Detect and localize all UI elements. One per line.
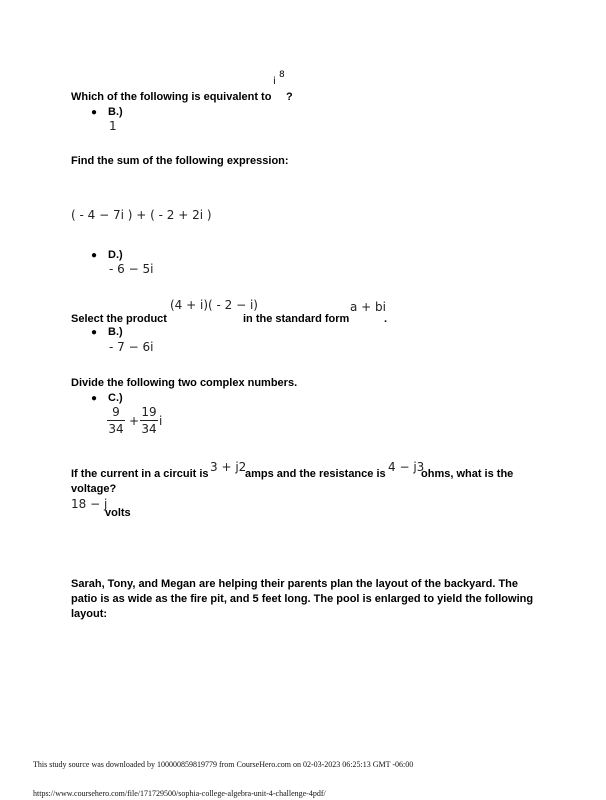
footer-download-notice: This study source was downloaded by 100000859819779 from CourseHero.com on 02-03-2023 06:25:13 GMT -06:00 [33, 760, 414, 769]
q1-exponent: 8 [279, 70, 285, 80]
q4-plus: + [129, 414, 140, 428]
q1-bullet: ● [91, 107, 98, 118]
q2-answer-value: - 6 − 5i [109, 262, 154, 276]
q1-question: Which of the following is equivalent to [71, 91, 272, 103]
footer-source-link[interactable]: https://www.coursehero.com/file/171729500/sophia-college-algebra-unit-4-challenge-4pdf/ [33, 789, 326, 798]
q6-line-1: Sarah, Tony, and Megan are helping their parents plan the layout of the backyard. The [71, 578, 519, 590]
q5-question-part4: voltage? [71, 483, 117, 495]
q6-line-2: patio is as wide as the fire pit, and 5 feet long. The pool is enlarged to yield the following [71, 593, 534, 605]
fraction-bar [140, 420, 158, 421]
q1-question-end: ? [286, 91, 293, 103]
q4-bullet: ● [91, 393, 98, 404]
q3-form: a + bi [350, 300, 386, 314]
q1-base: i [273, 76, 276, 87]
q3-question-middle: in the standard form [243, 313, 350, 325]
q5-answer-value: 18 − j [71, 497, 108, 511]
q5-current: 3 + j2 [210, 460, 247, 474]
q1-answer-label: B.) [108, 106, 123, 118]
q3-answer-label: B.) [108, 326, 123, 338]
q2-expression: ( - 4 − 7i ) + ( - 2 + 2i ) [71, 208, 212, 222]
q2-question: Find the sum of the following expression: [71, 155, 289, 167]
q1-answer-value: 1 [109, 119, 117, 133]
q3-answer-value: - 7 − 6i [109, 340, 154, 354]
q4-question: Divide the following two complex numbers. [71, 377, 298, 389]
q4-answer-label: C.) [108, 392, 123, 404]
q4-fraction-1 [107, 405, 125, 436]
q3-product: (4 + i)( - 2 − i) [170, 298, 258, 312]
q5-question-part3: ohms, what is the [421, 468, 514, 480]
q5-resistance: 4 − j3 [388, 460, 425, 474]
q4-fraction-1-denominator: 34 [108, 422, 124, 436]
q4-fraction-1-numerator: 9 [112, 405, 120, 419]
q4-imag-unit: i [159, 414, 163, 428]
q4-fraction-2-denominator: 34 [141, 422, 157, 436]
fraction-bar [107, 420, 125, 421]
q4-fraction-2 [140, 405, 158, 436]
q6-line-3: layout: [71, 608, 108, 620]
q3-bullet: ● [91, 327, 98, 338]
q4-fraction-2-numerator: 19 [141, 405, 157, 419]
q2-bullet: ● [91, 250, 98, 261]
q5-question-part1: If the current in a circuit is [71, 468, 209, 480]
q5-answer-unit: volts [105, 507, 131, 519]
q3-question-start: Select the product [71, 313, 167, 325]
q2-answer-label: D.) [108, 249, 123, 261]
q3-question-end: . [384, 313, 388, 325]
q5-question-part2: amps and the resistance is [245, 468, 386, 480]
